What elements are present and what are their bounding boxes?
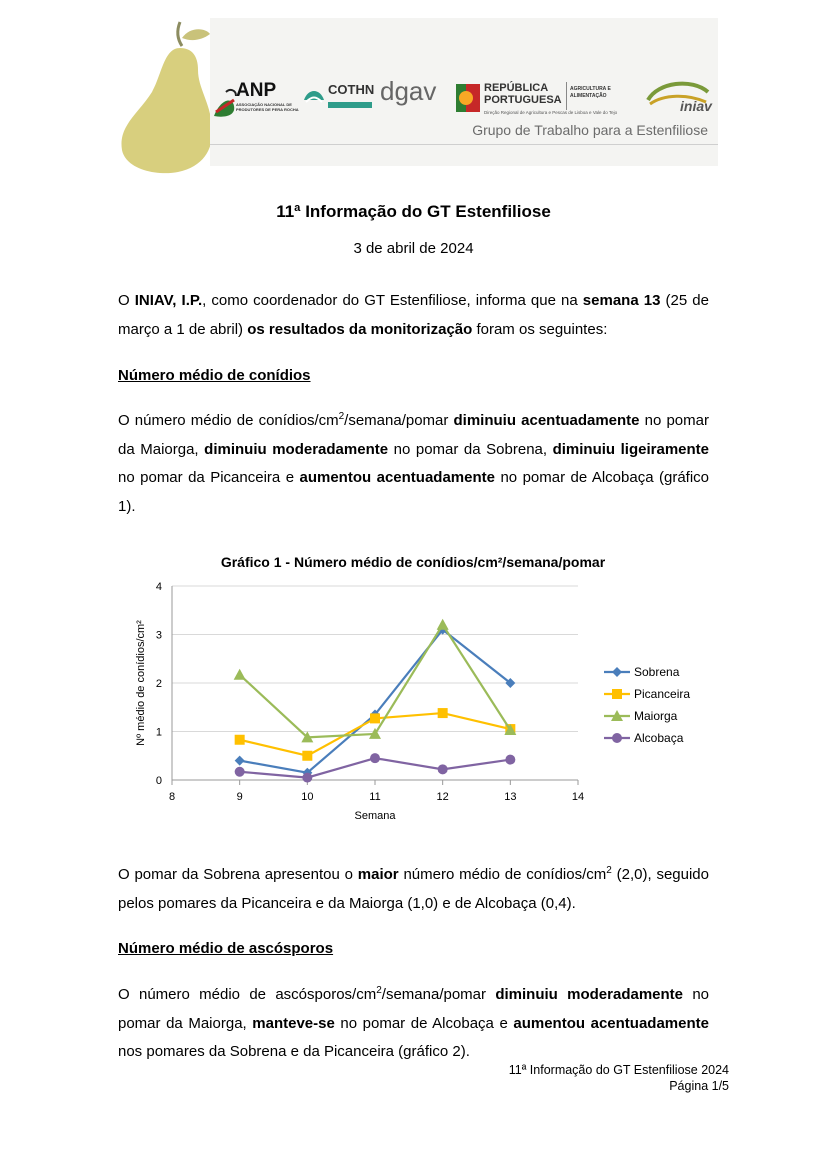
legend-marker-sobrena (612, 667, 622, 677)
x-tick-label: 13 (504, 791, 517, 803)
summary-paragraph: O pomar da Sobrena apresentou o maior número médio de conídios/$cm^2$ (2,0), seguido pelos pomares da Picanceira e da Maiorga (1,0) e de Alcobaça (0,4). (118, 865, 709, 912)
data-point-alcobaca (370, 753, 380, 763)
x-tick-label: 12 (436, 791, 449, 803)
anp-logo-text: ANP (236, 80, 277, 101)
legend-label-alcobaca: Alcobaça (634, 731, 684, 745)
document-date: 3 de abril de 2024 (353, 240, 474, 257)
ascosporos-paragraph: O número médio de ascósporos/$cm^2/semana$/pomar diminuiu moderadamente no pomar da Maiorga, manteve-se no pomar de Alcobaça e aumentou acentuadamente nos pomares da Sobrena e da Picanceira (gráfico 2). (118, 985, 710, 1060)
cothn-logo (302, 84, 326, 108)
agricultura-logo-text: AGRICULTURA E ALIMENTAÇÃO (570, 86, 611, 99)
x-tick-label: 11 (369, 791, 381, 803)
legend-marker-picanceira (612, 689, 622, 699)
republica-emblem-icon (456, 84, 480, 112)
logo-divider (566, 82, 567, 110)
footer-document-name: 11ª Informação do GT Estenfiliose 2024 (508, 1063, 729, 1077)
y-tick-label: 0 (155, 775, 162, 787)
legend-marker-alcobaca (612, 733, 622, 743)
data-point-picanceira (370, 713, 380, 723)
data-point-maiorga (437, 619, 449, 630)
data-point-sobrena (235, 756, 245, 766)
document-title: 11ª Informação do GT Estenfiliose (276, 202, 551, 221)
y-axis-label: Nº médio de conídios/cm² (135, 620, 147, 746)
legend-label-picanceira: Picanceira (634, 687, 691, 701)
x-tick-label: 8 (168, 791, 176, 803)
x-tick-label: 9 (236, 791, 243, 803)
y-tick-label: 4 (155, 581, 162, 593)
cothn-logo-bar (328, 102, 372, 108)
republica-logo-text: REPÚBLICA PORTUGUESA (484, 82, 562, 106)
header-tagline: Grupo de Trabalho para a Estenfiliose (472, 122, 708, 138)
x-tick-label: 10 (301, 791, 314, 803)
conidios-paragraph: O número médio de conídios/$cm^2/semana$/pomar diminuiu acentuadamente no pomar da Maiorga, diminuiu moderadamente no pomar da Sobrena, diminuiu ligeiramente no pomar da Picanceira e aumentou acentuadamente no pomar de Alcobaça (gráfico 1). (118, 411, 710, 515)
section-heading-ascosporos: Número médio de ascósporos (118, 940, 334, 957)
conidios-line-chart (118, 548, 709, 828)
header-divider (210, 144, 718, 145)
data-point-picanceira (235, 735, 245, 745)
x-axis-label: Semana (354, 810, 396, 822)
data-point-maiorga (234, 669, 246, 680)
data-point-alcobaca (505, 755, 515, 765)
iniav-logo-text: iniav (680, 98, 712, 114)
legend-label-maiorga: Maiorga (634, 709, 678, 723)
page-footer (509, 1062, 729, 1094)
pear-icon (118, 18, 218, 174)
chart-title: Gráfico 1 - Número médio de conídios/cm²/semana/pomar (220, 554, 606, 570)
data-point-picanceira (438, 708, 448, 718)
y-tick-label: 3 (155, 629, 162, 642)
direcao-regional-text: Direção Regional de Agricultura e Pescas de Lisboa e Vale do Tejo (484, 110, 618, 115)
data-point-alcobaca (438, 764, 448, 774)
legend-label-sobrena: Sobrena (634, 665, 680, 679)
intro-paragraph: O INIAV, I.P., como coordenador do GT Estenfiliose, informa que na semana 13 (25 de março a 1 de abril) os resultados da monitorização foram os seguintes: (118, 292, 709, 338)
y-tick-label: 1 (155, 726, 162, 739)
series-line-sobrena (240, 630, 511, 773)
footer-page-number: Página 1/5 (669, 1079, 729, 1093)
data-point-alcobaca (302, 773, 312, 783)
section-heading-conidios: Número médio de conídios (118, 367, 311, 384)
cothn-logo-text: COTHN (328, 82, 375, 97)
document-header (118, 18, 718, 174)
y-tick-label: 2 (155, 678, 162, 690)
dgav-logo-text: dgav (380, 76, 437, 106)
anp-logo-subtext: ASSOCIAÇÃO NACIONAL DE PRODUTORES DE PERA ROCHA (236, 102, 299, 112)
x-tick-label: 14 (571, 791, 585, 803)
data-point-picanceira (302, 751, 312, 761)
data-point-alcobaca (235, 767, 245, 777)
